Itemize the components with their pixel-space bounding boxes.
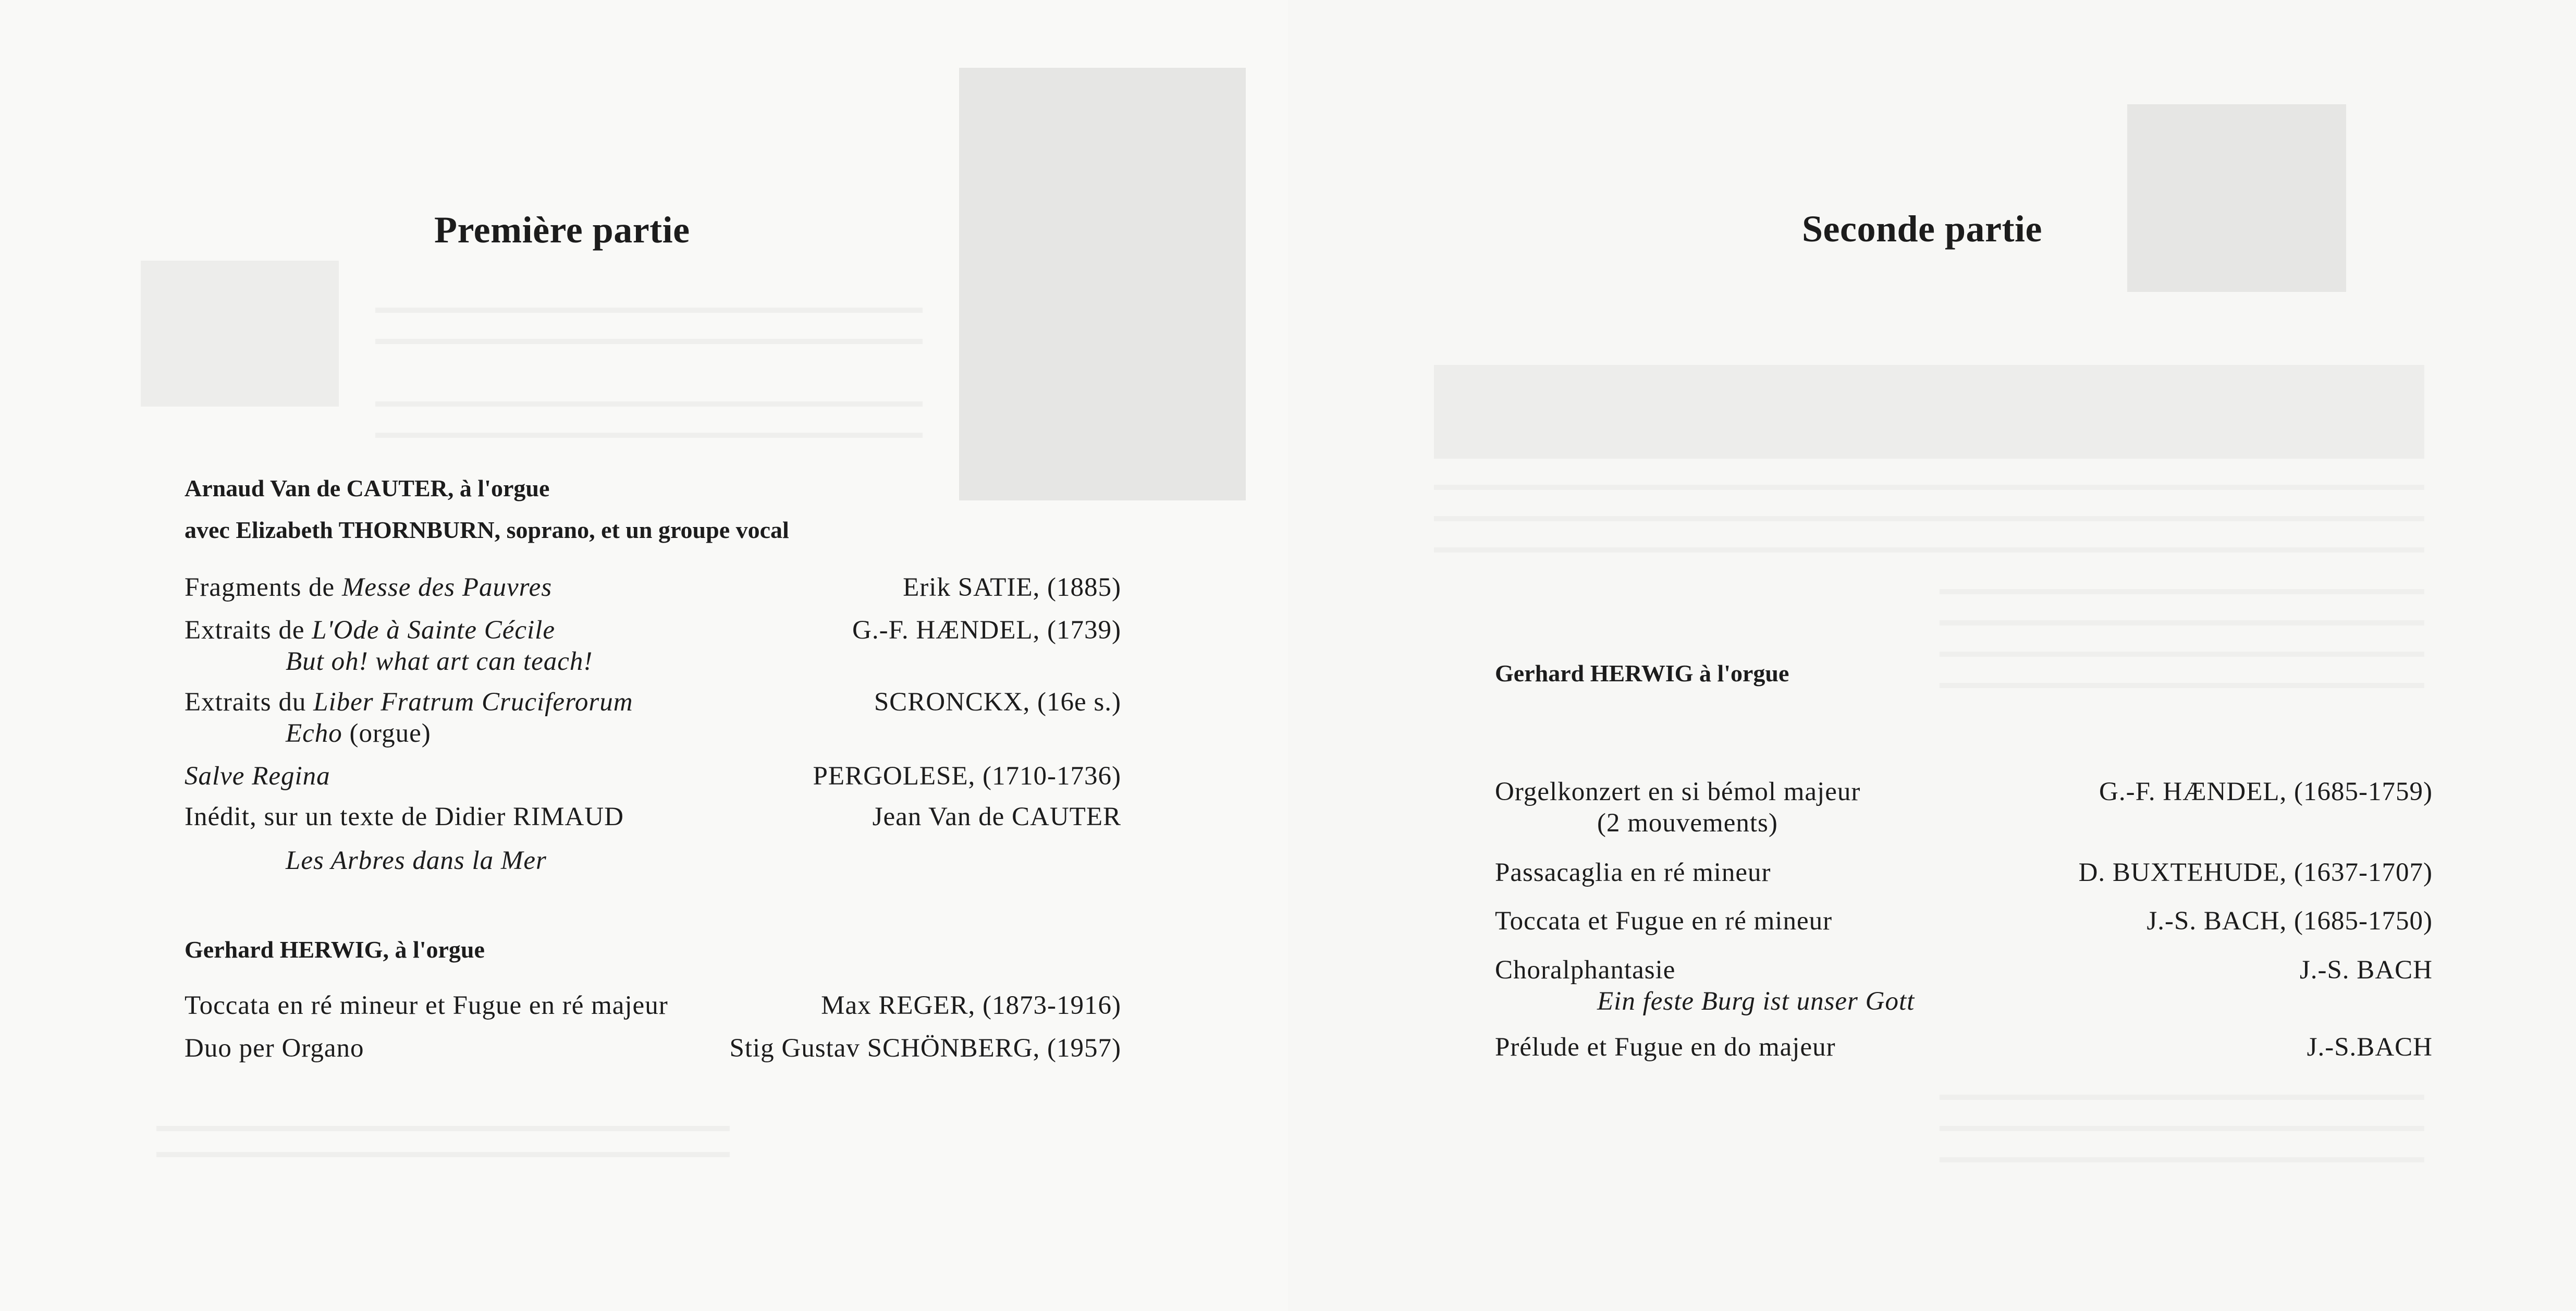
show-through-text: [1434, 485, 2424, 490]
right-performer: Gerhard HERWIG à l'orgue: [1495, 660, 1789, 687]
program-item-title: Toccata en ré mineur et Fugue en ré majeur: [185, 991, 668, 1020]
program-item-composer: J.-S. BACH, (1685-1750): [2146, 906, 2433, 936]
program-item-composer: Erik SATIE, (1885): [903, 573, 1121, 602]
program-item-composer: SCRONCKX, (16e s.): [874, 688, 1121, 717]
program-item-composer: G.-F. HÆNDEL, (1739): [852, 616, 1121, 645]
show-through-text: [1940, 652, 2424, 657]
program-item-title: Prélude et Fugue en do majeur: [1495, 1033, 1836, 1062]
program-item-title: Passacaglia en ré mineur: [1495, 858, 1771, 887]
show-through-text: [156, 1126, 730, 1131]
show-through-text: [1940, 589, 2424, 594]
program-item-composer: PERGOLESE, (1710-1736): [813, 762, 1121, 791]
program-item-composer: D. BUXTEHUDE, (1637-1707): [2078, 858, 2433, 887]
program-item-title: Toccata et Fugue en ré mineur: [1495, 906, 1833, 936]
program-item-composer: Stig Gustav SCHÖNBERG, (1957): [729, 1034, 1121, 1063]
program-item-title: Duo per Organo: [185, 1034, 364, 1063]
right-heading: Seconde partie: [1802, 208, 2042, 250]
program-item-subtitle: Echo (orgue): [286, 719, 431, 748]
program-item-subtitle: Les Arbres dans la Mer: [286, 846, 547, 875]
left-performer-2: avec Elizabeth THORNBURN, soprano, et un groupe vocal: [185, 517, 789, 543]
show-through-text: [1434, 547, 2424, 553]
program-item-composer: Jean Van de CAUTER: [872, 802, 1121, 831]
program-item-title: Salve Regina: [185, 762, 330, 791]
show-through-text: [1940, 1126, 2424, 1131]
show-through-text: [156, 1152, 730, 1157]
left-heading: Première partie: [434, 209, 690, 251]
show-through-text: [1940, 1095, 2424, 1100]
program-item-composer: Max REGER, (1873-1916): [821, 991, 1121, 1020]
program-item-title: Inédit, sur un texte de Didier RIMAUD: [185, 802, 624, 831]
program-item-subtitle: Ein feste Burg ist unser Gott: [1597, 987, 1915, 1016]
show-through-text: [375, 339, 923, 344]
show-through-text: [1940, 683, 2424, 688]
show-through-photo-small: [141, 261, 339, 407]
program-item-subtitle: (2 mouvements): [1597, 808, 1778, 838]
show-through-text: [1434, 516, 2424, 521]
show-through-text: [1940, 1157, 2424, 1162]
left-performer-3: Gerhard HERWIG, à l'orgue: [185, 936, 485, 963]
program-item-subtitle: But oh! what art can teach!: [286, 647, 593, 676]
show-through-text: [375, 308, 923, 313]
program-item-composer: G.-F. HÆNDEL, (1685-1759): [2099, 777, 2433, 806]
program-item-title: Fragments de Messe des Pauvres: [185, 573, 553, 602]
show-through-photo: [959, 68, 1246, 500]
show-through-text: [1940, 620, 2424, 626]
show-through-text: [375, 401, 923, 407]
program-item-composer: J.-S. BACH: [2299, 955, 2433, 985]
left-performer-1: Arnaud Van de CAUTER, à l'orgue: [185, 475, 550, 501]
program-item-title: Extraits du Liber Fratrum Cruciferorum: [185, 688, 633, 717]
program-item-title: Extraits de L'Ode à Sainte Cécile: [185, 616, 555, 645]
show-through-photo: [2127, 104, 2346, 292]
right-page: [1288, 0, 2576, 1311]
show-through-headline: [1434, 365, 2424, 459]
program-item-composer: J.-S.BACH: [2307, 1033, 2433, 1062]
show-through-text: [375, 433, 923, 438]
program-item-title: Choralphantasie: [1495, 955, 1676, 985]
program-item-title: Orgelkonzert en si bémol majeur: [1495, 777, 1861, 806]
